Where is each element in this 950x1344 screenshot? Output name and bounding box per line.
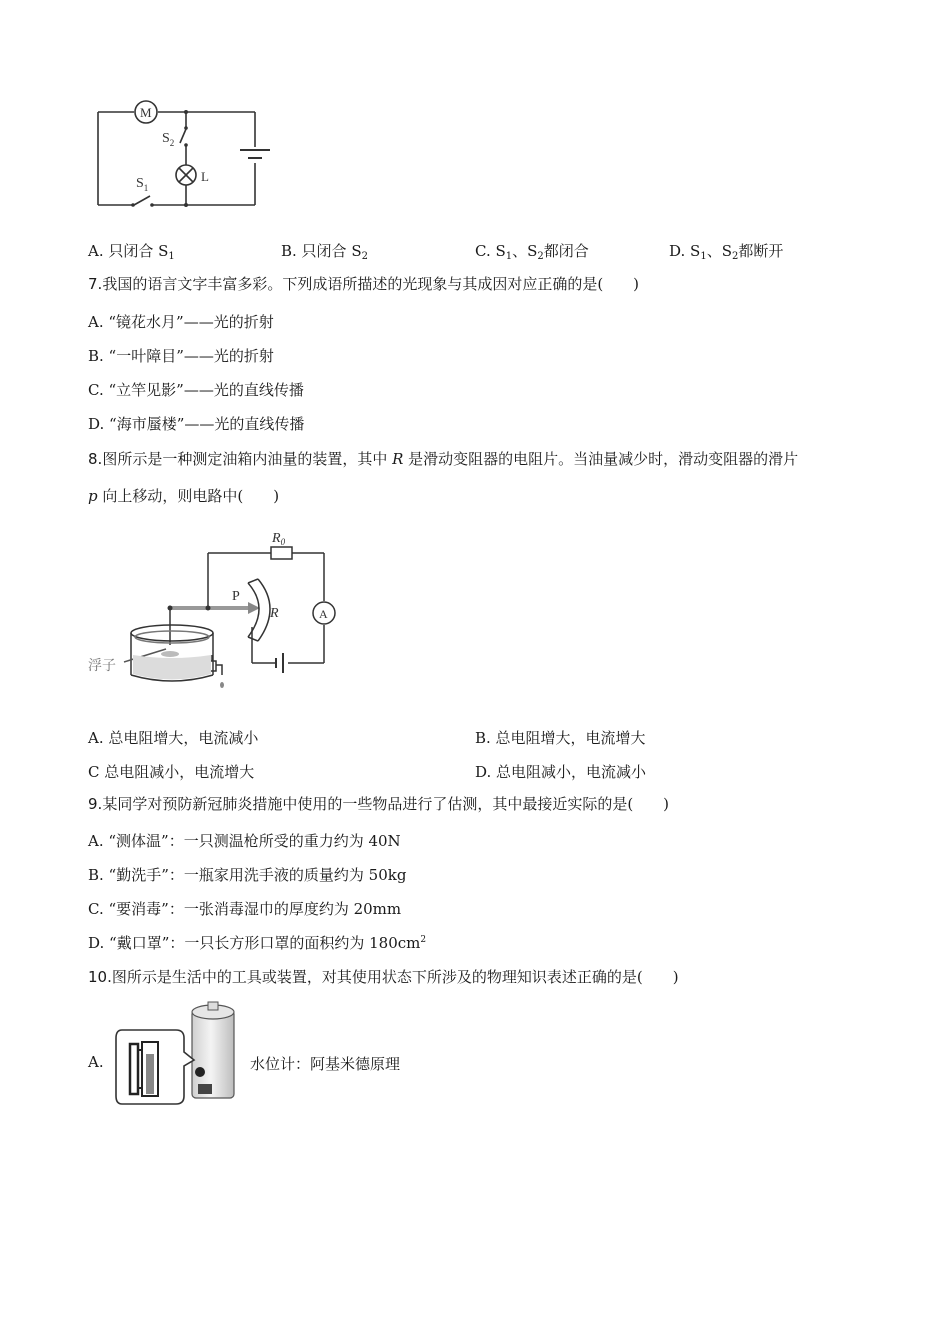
q10-option-a-text: 水位计：阿基米德原理 [250, 1055, 401, 1073]
q8-stem-line1: 8.图所示是一种测定油箱内油量的装置，其中 R 是滑动变阻器的电阻片。当油量减少时，滑动变阻器的滑片 [88, 450, 799, 468]
float-label: 浮子 [88, 659, 116, 674]
q10-water-gauge-image [114, 1000, 239, 1108]
q9-stem: 9.某同学对预防新冠肺炎措施中使用的一些物品进行了估测，其中最接近实际的是( ) [88, 795, 670, 813]
s2-label: $S_2$ [162, 131, 175, 148]
q8-oil-gauge-diagram [88, 525, 348, 700]
p-label: P [232, 589, 240, 604]
motor-label: M [140, 105, 152, 120]
q8-option-c[interactable]: C 总电阻减小，电流增大 [88, 763, 255, 781]
r0-label: $R_0$ [272, 531, 286, 547]
q6-option-b[interactable]: B. 只闭合 $S_2$ [281, 242, 368, 262]
r-label: R [270, 606, 279, 621]
q9-option-d[interactable]: D. “戴口罩”：一只长方形口罩的面积约为 $180cm^2$ [88, 934, 427, 952]
q7-option-d[interactable]: D. “海市蜃楼”——光的直线传播 [88, 415, 305, 433]
q7-option-a[interactable]: A. “镜花水月”——光的折射 [88, 313, 274, 331]
lamp-label: L [201, 169, 209, 184]
q7-option-b[interactable]: B. “一叶障目”——光的折射 [88, 347, 274, 365]
q6-option-a[interactable]: A. 只闭合 $S_1$ [88, 242, 175, 262]
q7-stem: 7.我国的语言文字丰富多彩。下列成语所描述的光现象与其成因对应正确的是( ) [88, 275, 640, 293]
q9-option-b[interactable]: B. “勤洗手”：一瓶家用洗手液的质量约为 50kg [88, 866, 407, 884]
q8-option-a[interactable]: A. 总电阻增大，电流减小 [88, 729, 259, 747]
q9-option-c[interactable]: C. “要消毒”：一张消毒湿巾的厚度约为 20mm [88, 900, 402, 918]
q6-option-d[interactable]: D. $S_1$、$S_2$都断开 [669, 242, 784, 262]
s1-label: $S_1$ [136, 176, 149, 193]
q8-option-b[interactable]: B. 总电阻增大，电流增大 [475, 729, 646, 747]
ammeter-label: A [319, 607, 328, 621]
q6-circuit-diagram [88, 95, 288, 215]
q9-option-a[interactable]: A. “测体温”：一只测温枪所受的重力约为 40N [88, 832, 401, 850]
q10-stem: 10.图所示是生活中的工具或装置，对其使用状态下所涉及的物理知识表述正确的是( ) [88, 968, 679, 986]
q6-option-c[interactable]: C. $S_1$、$S_2$都闭合 [475, 242, 589, 262]
q8-stem-line2: p 向上移动，则电路中( ) [88, 487, 280, 505]
q7-option-c[interactable]: C. “立竿见影”——光的直线传播 [88, 381, 304, 399]
q10-option-a-label[interactable]: A. [88, 1053, 104, 1071]
q8-option-d[interactable]: D. 总电阻减小，电流减小 [475, 763, 647, 781]
